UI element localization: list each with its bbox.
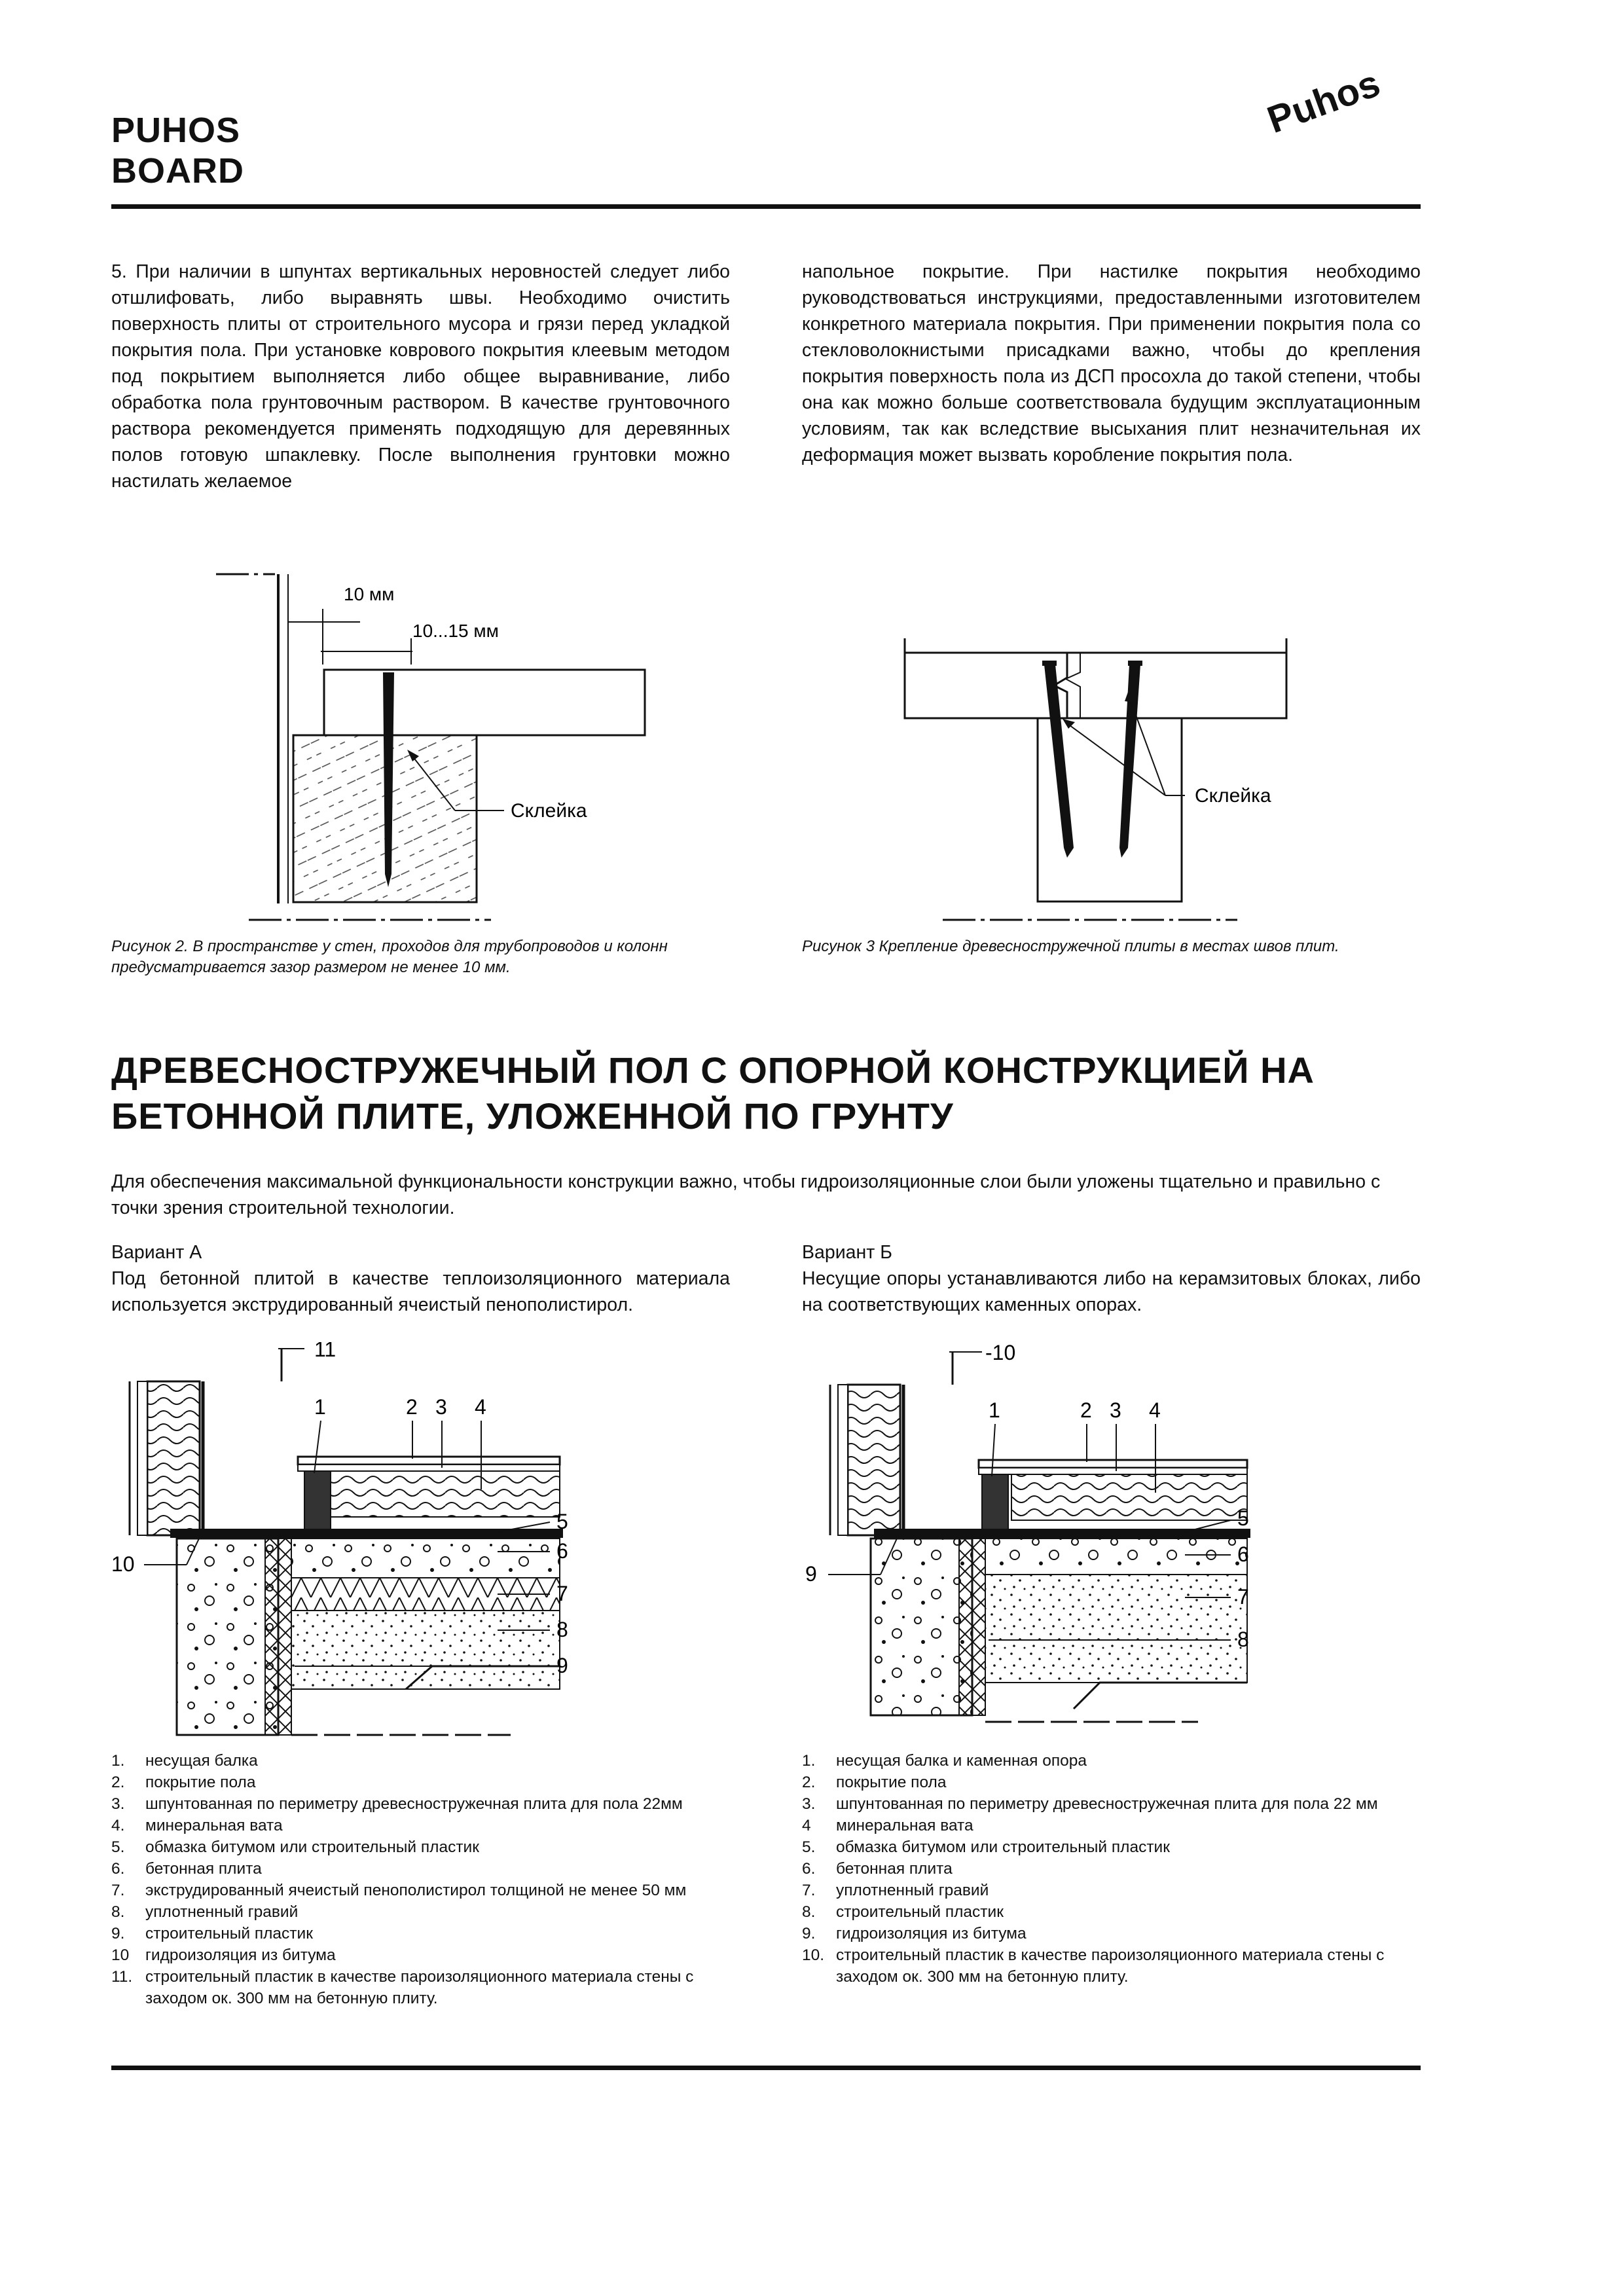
callout-a-6: 6 <box>556 1539 568 1563</box>
callout-b-3: 3 <box>1110 1398 1121 1422</box>
legend-a-item-7: 7. экструдированный ячеистый пенополистирол толщиной не менее 50 мм <box>111 1882 687 1899</box>
glue-label-fig2: Склейка <box>511 800 587 822</box>
callout-b-10: -10 <box>985 1341 1016 1364</box>
variant-a-text: Под бетонной плитой в качестве теплоизоляционного материала используется экструдированный ячеистый пенополистирол. <box>111 1268 730 1315</box>
section-title-line-2: БЕТОННОЙ ПЛИТЕ, УЛОЖЕННОЙ ПО ГРУНТУ <box>111 1095 954 1137</box>
legend-b-item-9: 9. гидроизоляция из битума <box>802 1925 1027 1942</box>
legend-b-item-8: 8. строительный пластик <box>802 1903 1004 1921</box>
callout-b-8: 8 <box>1237 1628 1249 1651</box>
dim-10-label: 10 мм <box>344 584 395 604</box>
legend-b-item-1: 1. несущая балка и каменная опора <box>802 1752 1087 1770</box>
legend-b-item-4: 4 минеральная вата <box>802 1817 973 1834</box>
variant-a-legend <box>111 1750 740 2009</box>
footer-divider <box>111 2066 1421 2070</box>
callout-a-11: 11 <box>314 1342 336 1361</box>
callout-a-1: 1 <box>314 1395 326 1419</box>
callout-a-4: 4 <box>475 1395 486 1419</box>
legend-a-item-9: 9. строительный пластик <box>111 1925 313 1942</box>
callout-b-9: 9 <box>805 1562 817 1586</box>
figure-2-wall-gap-diagram <box>196 560 733 933</box>
legend-a-item-10: 10 гидроизоляция из битума <box>111 1946 336 1964</box>
variant-b-text: Несущие опоры устанавливаются либо на керамзитовых блоках, либо на соответствующих каменных опорах. <box>802 1268 1421 1315</box>
legend-b-item-5: 5. обмазка битумом или строительный пластик <box>802 1838 1170 1856</box>
callout-b-6: 6 <box>1237 1542 1249 1566</box>
callout-a-9: 9 <box>556 1654 568 1677</box>
legend-a-item-11: 11. строительный пластик в качестве пароизоляционного материала стены с заходом ок. 300 мм на бетонную плиту. <box>111 1968 694 2007</box>
legend-a-item-6: 6. бетонная плита <box>111 1860 262 1878</box>
text-column-right: напольное покрытие. При настилке покрытия необходимо руководствоваться инструкциями, предоставленными изготовителем конкретного материала покрытия. При применении покрытия пола со стекловолокнистыми присадками важно, чтобы до крепления покрытия поверхность пола из ДСП просохла до такой степени, чтобы она как можно больше соответствовала будущим эксплуатационным условиям, так как вследствие высыхания плит незначительная их деформация может вызвать коробление покрытия пола. <box>802 261 1421 465</box>
figure-3-caption: Рисунок 3 Крепление древесностружечной плиты в местах швов плит. <box>802 938 1339 955</box>
header-divider <box>111 204 1421 209</box>
brand-title <box>111 110 244 191</box>
puhos-logo: Puhos <box>1262 62 1386 142</box>
section-title <box>111 1048 1421 1139</box>
dim-10-15-label: 10...15 мм <box>412 621 499 641</box>
legend-a-item-4: 4. минеральная вата <box>111 1817 283 1834</box>
brand-line-2: BOARD <box>111 151 244 191</box>
callout-b-5: 5 <box>1237 1506 1249 1530</box>
variant-b-legend <box>802 1750 1430 1988</box>
variant-a-title: Вариант А <box>111 1242 202 1263</box>
variant-a-cross-section-diagram <box>105 1342 576 1755</box>
callout-a-5: 5 <box>556 1510 568 1533</box>
legend-b-item-3: 3. шпунтованная по периметру древесностружечная плита для пола 22 мм <box>802 1795 1378 1813</box>
callout-b-4: 4 <box>1149 1398 1161 1422</box>
callout-b-1: 1 <box>989 1398 1000 1422</box>
callout-b-2: 2 <box>1080 1398 1092 1422</box>
callout-a-7: 7 <box>556 1582 568 1605</box>
legend-a-item-3: 3. шпунтованная по периметру древесностружечная плита для пола 22мм <box>111 1795 683 1813</box>
legend-b-item-2: 2. покрытие пола <box>802 1774 947 1791</box>
figure-2-caption: Рисунок 2. В пространстве у стен, проходов для трубопроводов и колонн предусматривается зазор размером не менее 10 мм. <box>111 938 668 976</box>
legend-a-item-2: 2. покрытие пола <box>111 1774 256 1791</box>
legend-a-item-5: 5. обмазка битумом или строительный пластик <box>111 1838 479 1856</box>
legend-a-item-8: 8. уплотненный гравий <box>111 1903 299 1921</box>
figure-3-joint-fastening-diagram <box>903 632 1309 933</box>
legend-b-item-10: 10. строительный пластик в качестве пароизоляционного материала стены с заходом ок. 300 мм на бетонную плиту. <box>802 1946 1385 1986</box>
callout-a-10: 10 <box>111 1552 135 1576</box>
variant-b-cross-section-diagram <box>792 1336 1264 1741</box>
variant-b-title: Вариант Б <box>802 1242 892 1263</box>
section-title-line-1: ДРЕВЕСНОСТРУЖЕЧНЫЙ ПОЛ С ОПОРНОЙ КОНСТРУКЦИЕЙ НА <box>111 1049 1315 1091</box>
callout-a-8: 8 <box>556 1618 568 1641</box>
section-intro: Для обеспечения максимальной функциональности конструкции важно, чтобы гидроизоляционные слои были уложены тщательно и правильно с точки зрения строительной технологии. <box>111 1171 1381 1218</box>
callout-b-7: 7 <box>1237 1585 1249 1609</box>
callout-a-3: 3 <box>435 1395 447 1419</box>
legend-a-item-1: 1. несущая балка <box>111 1752 258 1770</box>
callout-a-2: 2 <box>406 1395 418 1419</box>
text-column-left: 5. При наличии в шпунтах вертикальных неровностей следует либо отшлифовать, либо выравнять швы. Необходимо очистить поверхность плиты от строительного мусора и грязи перед укладкой покрытия пола. При установке коврового покрытия клеевым методом под покрытием выполняется либо общее выравнивание, либо обработка пола грунтовочным раствором. В качестве грунтовочного раствора рекомендуется применять подходящую для деревянных полов готовую шпаклевку. После выполнения грунтовки можно настилать желаемое <box>111 261 730 492</box>
glue-label-fig3: Склейка <box>1195 785 1271 807</box>
brand-line-1: PUHOS <box>111 111 241 150</box>
legend-b-item-7: 7. уплотненный гравий <box>802 1882 989 1899</box>
legend-b-item-6: 6. бетонная плита <box>802 1860 953 1878</box>
